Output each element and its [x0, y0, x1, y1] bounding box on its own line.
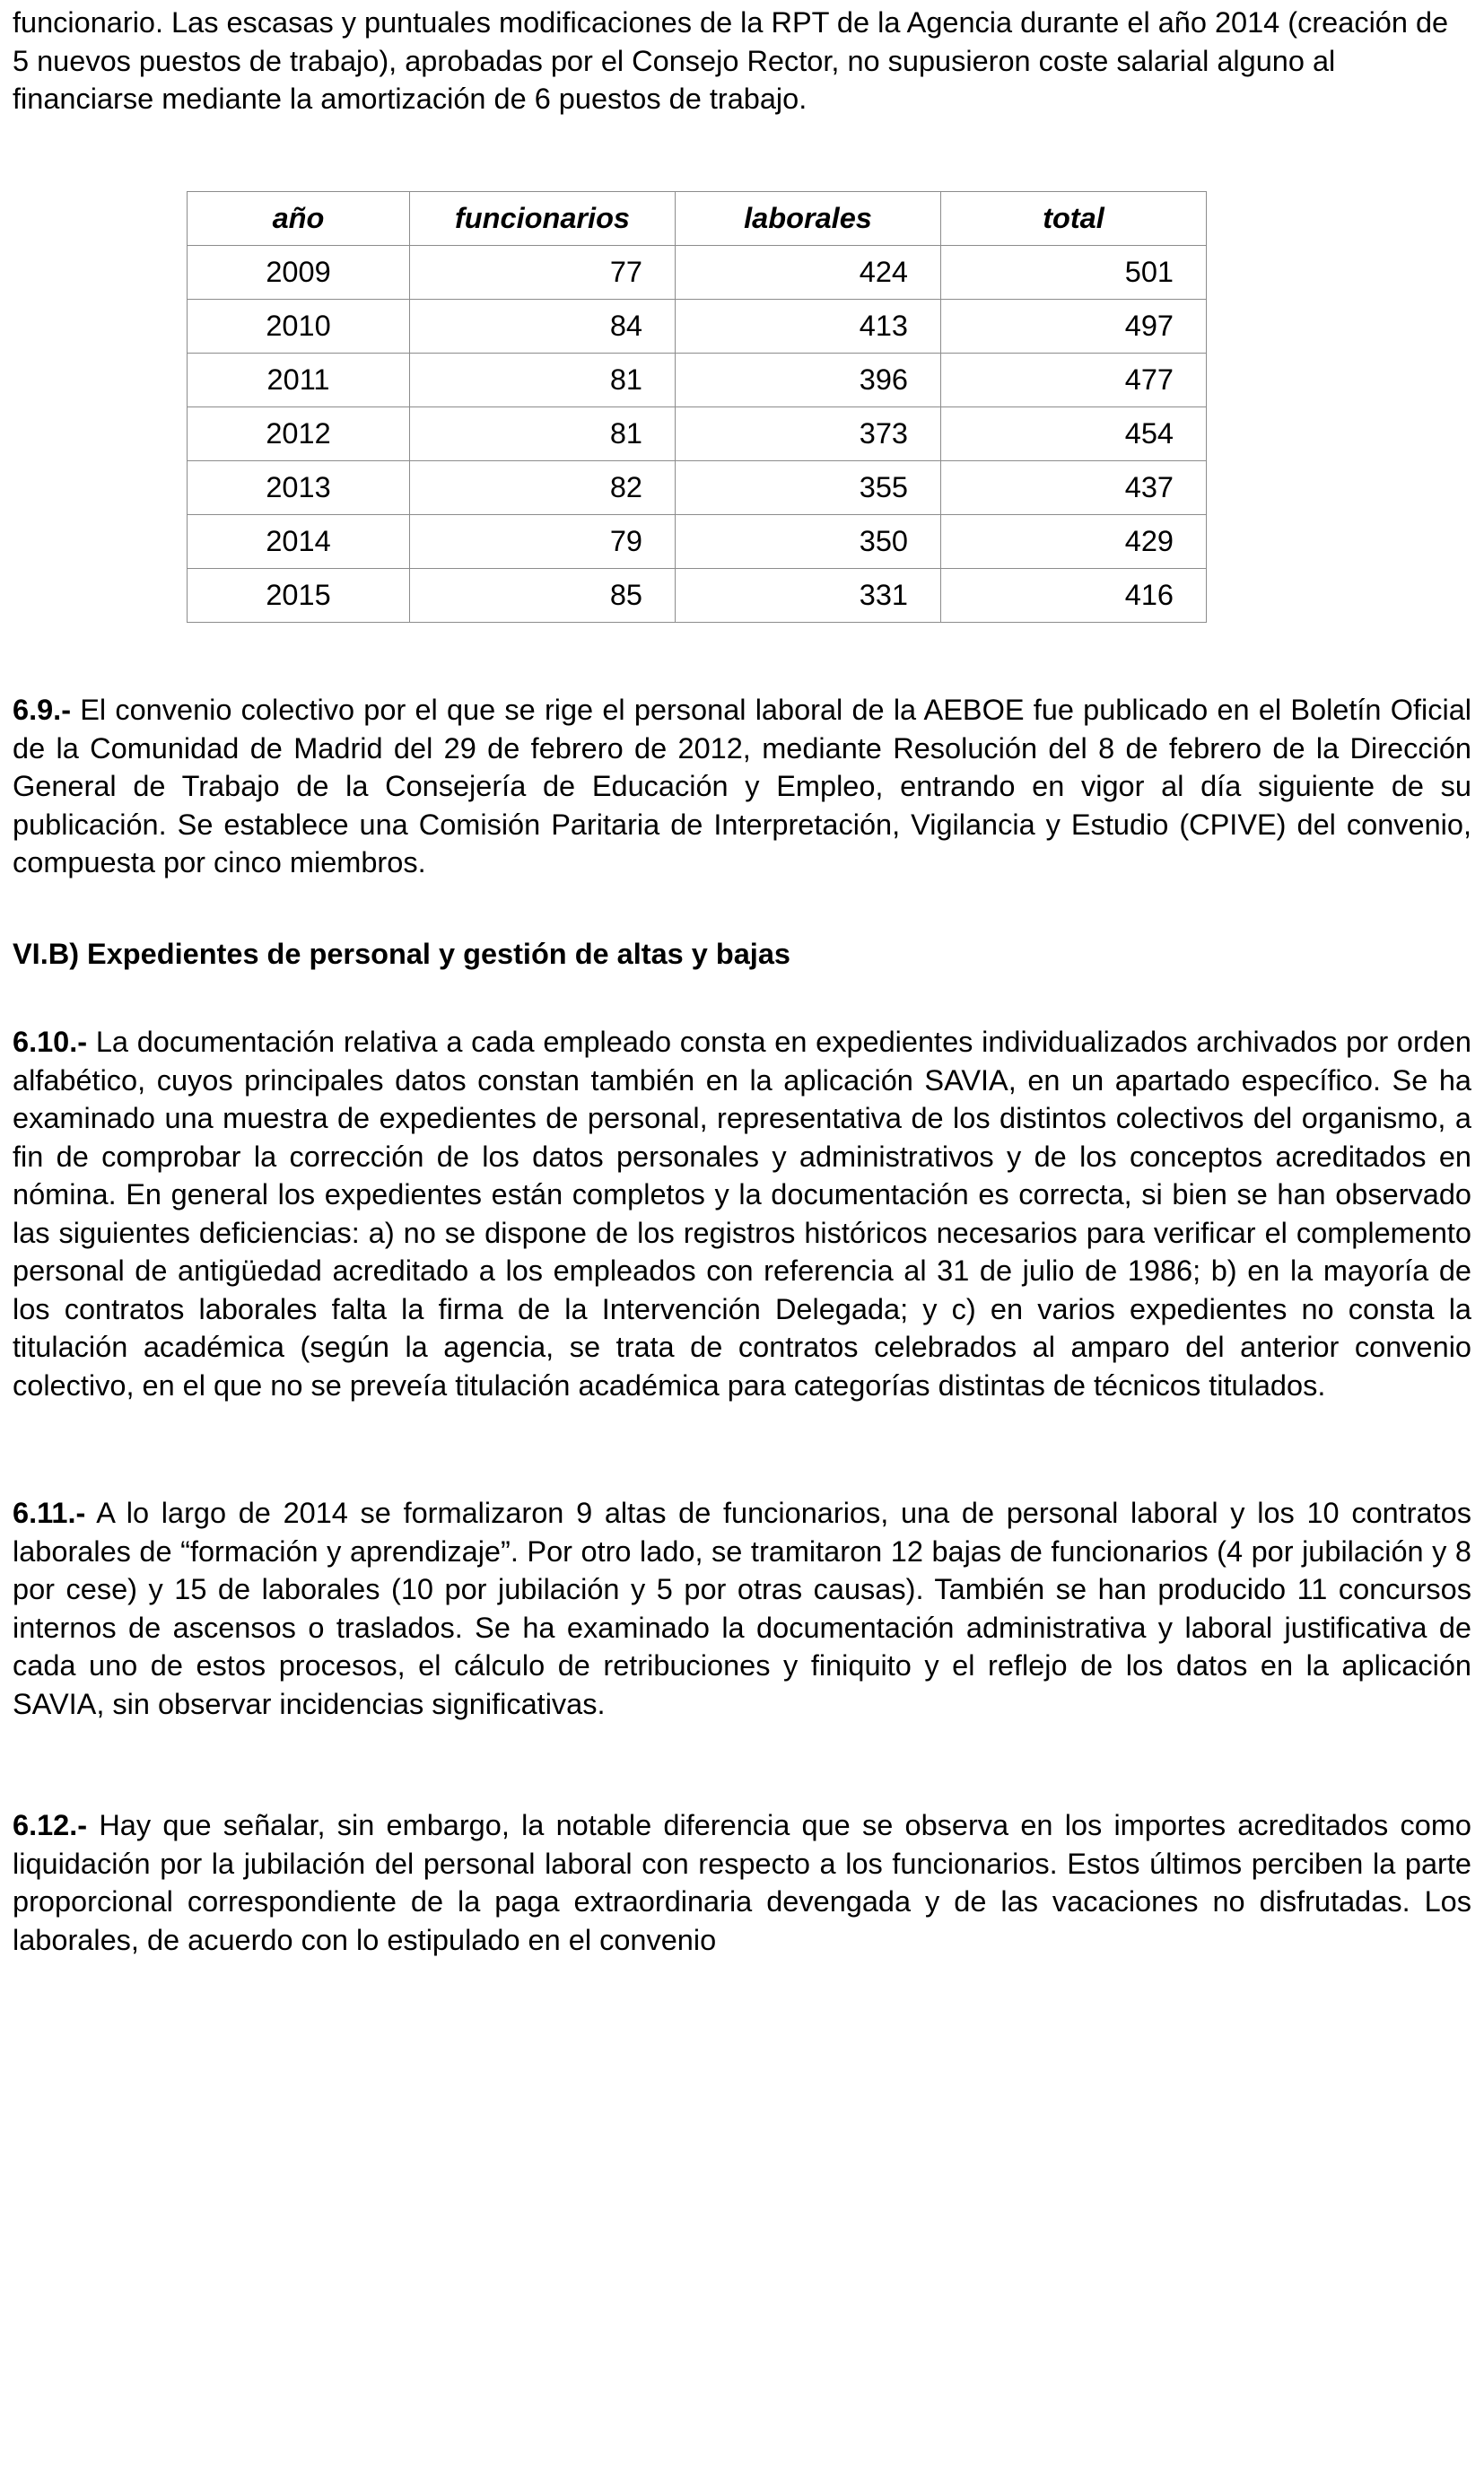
cell-total: 501: [941, 246, 1207, 300]
header-civil-servants: funcionarios: [410, 192, 676, 246]
cell-labor-staff: 413: [676, 300, 941, 354]
header-year: año: [188, 192, 410, 246]
cell-total: 477: [941, 354, 1207, 407]
cell-labor-staff: 350: [676, 515, 941, 569]
cell-labor-staff: 355: [676, 461, 941, 515]
table-row: [188, 515, 1207, 569]
cell-total: 429: [941, 515, 1207, 569]
cell-year: 2012: [188, 407, 410, 461]
cell-year: 2015: [188, 569, 410, 623]
paragraph-number: 6.10.-: [13, 1026, 88, 1058]
cell-civil-servants: 85: [410, 569, 676, 623]
paragraph-6-12: [13, 1806, 1471, 1959]
paragraph-text: Hay que señalar, sin embargo, la notable diferencia que se observa en los importes acreditados como liquidación por la jubilación del personal laboral con respecto a los funcionarios. Estos últimos perciben la parte proporcional correspondiente de la paga extraordinaria devengada y de las vacaciones no disfrutadas. Los laborales, de acuerdo con lo estipulado en el convenio: [13, 1809, 1471, 1956]
paragraph-number: 6.9.-: [13, 694, 72, 726]
header-labor-staff: laborales: [676, 192, 941, 246]
paragraph-6-10: [13, 1023, 1471, 1404]
cell-year: 2014: [188, 515, 410, 569]
cell-total: 416: [941, 569, 1207, 623]
paragraph-intro: [13, 4, 1471, 118]
cell-year: 2013: [188, 461, 410, 515]
paragraph-text: A lo largo de 2014 se formalizaron 9 altas de funcionarios, una de personal laboral y los 10 contratos laborales de “formación y aprendizaje”. Por otro lado, se tramitaron 12 bajas de funcionarios (4 por jubilación y 8 por cese) y 15 de laborales (10 por jubilación y 5 por otras causas). También se han producido 11 concursos internos de ascensos o traslados. Se ha examinado la documentación administrativa y laboral justificativa de cada uno de estos procesos, el cálculo de retribuciones y finiquito y el reflejo de los datos en la aplicación SAVIA, sin observar incidencias significativas.: [13, 1497, 1471, 1720]
cell-year: 2009: [188, 246, 410, 300]
table-row: [188, 407, 1207, 461]
cell-civil-servants: 82: [410, 461, 676, 515]
cell-civil-servants: 81: [410, 354, 676, 407]
table-row: [188, 461, 1207, 515]
cell-labor-staff: 424: [676, 246, 941, 300]
table-row: [188, 569, 1207, 623]
cell-civil-servants: 81: [410, 407, 676, 461]
cell-total: 497: [941, 300, 1207, 354]
cell-year: 2010: [188, 300, 410, 354]
table-header-row: [188, 192, 1207, 246]
cell-year: 2011: [188, 354, 410, 407]
paragraph-6-11: [13, 1494, 1471, 1723]
cell-civil-servants: 84: [410, 300, 676, 354]
table-row: [188, 354, 1207, 407]
table-row: [188, 246, 1207, 300]
paragraph-text: La documentación relativa a cada empleado consta en expedientes individualizados archivados por orden alfabético, cuyos principales datos constan también en la aplicación SAVIA, en un apartado específico. Se ha examinado una muestra de expedientes de personal, representativa de los distintos colectivos del organismo, a fin de comprobar la corrección de los datos personales y administrativos y de los conceptos acreditados en nómina. En general los expedientes están completos y la documentación es correcta, si bien se han observado las siguientes deficiencias: a) no se dispone de los registros históricos necesarios para verificar el complemento personal de antigüedad acreditado a los empleados con referencia al 31 de julio de 1986; b) en la mayoría de los contratos laborales falta la firma de la Intervención Delegada; y c) en varios expedientes no consta la titulación académica (según la agencia, se trata de contratos celebrados al amparo del anterior convenio colectivo, en el que no se preveía titulación académica para categorías distintas de técnicos titulados.: [13, 1026, 1471, 1402]
paragraph-text: El convenio colectivo por el que se rige el personal laboral de la AEBOE fue publicado en el Boletín Oficial de la Comunidad de Madrid del 29 de febrero de 2012, mediante Resolución del 8 de febrero de la Dirección General de Trabajo de la Consejería de Educación y Empleo, entrando en vigor al día siguiente de su publicación. Se establece una Comisión Paritaria de Interpretación, Vigilancia y Estudio (CPIVE) del convenio, compuesta por cinco miembros.: [13, 694, 1471, 878]
paragraph-number: 6.12.-: [13, 1809, 88, 1841]
table-row: [188, 300, 1207, 354]
cell-total: 437: [941, 461, 1207, 515]
paragraph-intro-text: funcionario. Las escasas y puntuales modificaciones de la RPT de la Agencia durante el año 2014 (creación de 5 nuevos puestos de trabajo), aprobadas por el Consejo Rector, no supusieron coste salarial alguno al financiarse mediante la amortización de 6 puestos de trabajo.: [13, 6, 1449, 115]
cell-labor-staff: 396: [676, 354, 941, 407]
cell-total: 454: [941, 407, 1207, 461]
paragraph-number: 6.11.-: [13, 1497, 86, 1529]
cell-labor-staff: 331: [676, 569, 941, 623]
cell-labor-staff: 373: [676, 407, 941, 461]
staff-table: [187, 191, 1207, 623]
paragraph-6-9: [13, 691, 1471, 882]
cell-civil-servants: 77: [410, 246, 676, 300]
header-total: total: [941, 192, 1207, 246]
section-heading: VI.B) Expedientes de personal y gestión de altas y bajas: [13, 938, 790, 970]
cell-civil-servants: 79: [410, 515, 676, 569]
